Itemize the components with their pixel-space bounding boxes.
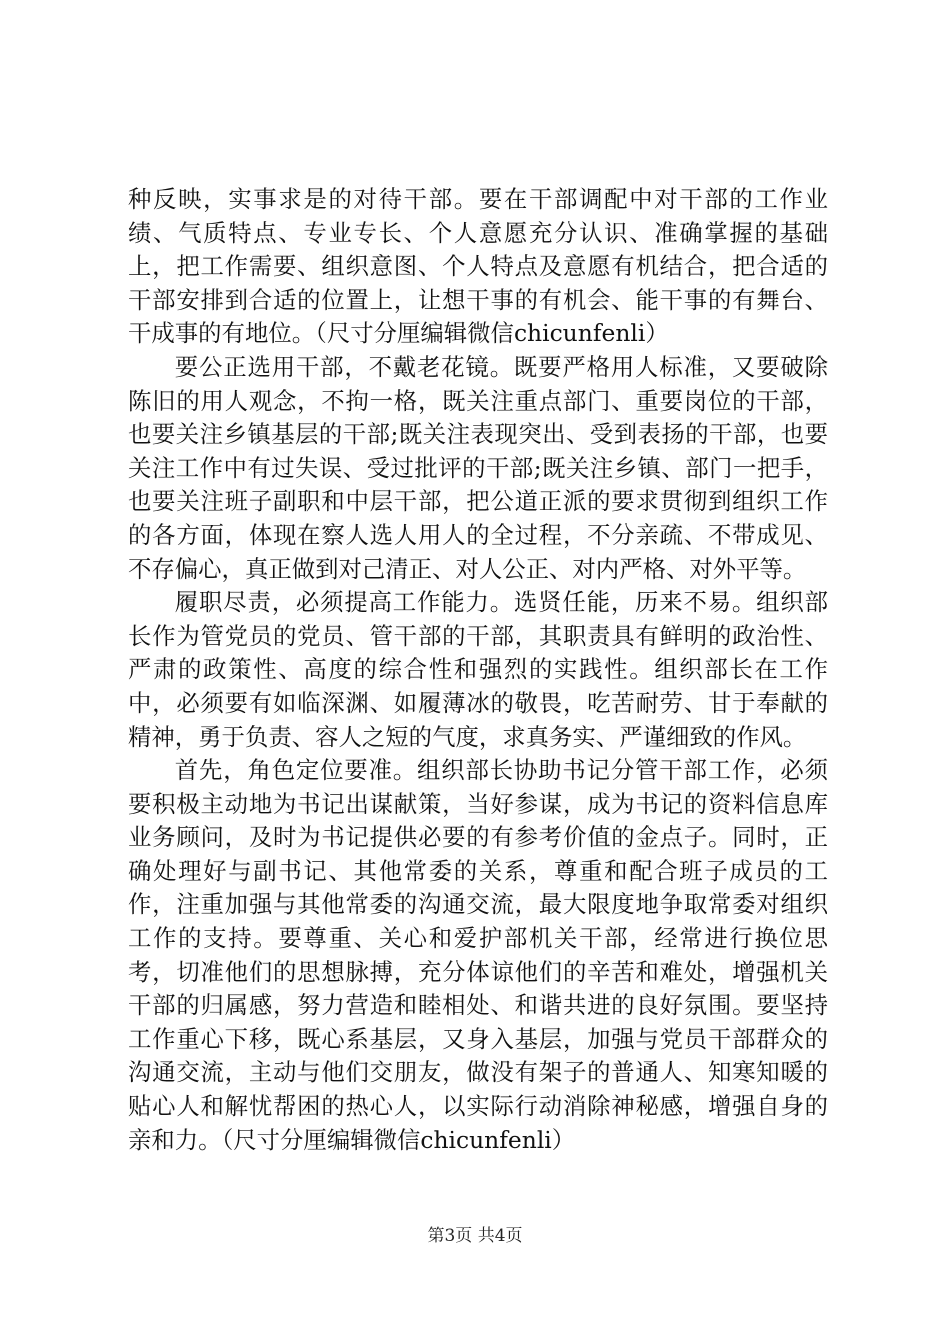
paragraph-role-positioning: 首先，角色定位要准。组织部长协助书记分管干部工作，必须要积极主动地为书记出谋献策，当好参谋，成为书记的资料信息库业务顾问，及时为书记提供必要的有参考价值的金点子。同时，正确处理好与副书记、其他常委的关系，尊重和配合班子成员的工作，注重加强与其他常委的沟通交流，最大限度地争取常委对组织工作的支持。要尊重、关心和爱护部机关干部，经常进行换位思考，切准他们的思想脉搏，充分体谅他们的辛苦和难处，增强机关干部的归属感，努力营造和睦相处、和谐共进的良好氛围。要坚持工作重心下移，既心系基层，又身入基层，加强与党员干部群众的沟通交流，主动与他们交朋友，做没有架子的普通人、知寒知暖的贴心人和解忧帮困的热心人，以实际行动消除神秘感，增强自身的亲和力。（尺寸分厘编辑微信chicunfenli） — [128, 756, 828, 1154]
paragraph-continuation: 种反映，实事求是的对待干部。要在干部调配中对干部的工作业绩、气质特点、专业专长、个人意愿充分认识、准确掌握的基础上，把工作需要、组织意图、个人特点及意愿有机结合，把合适的干部安排到合适的位置上，让想干事的有机会、能干事的有舞台、干成事的有地位。（尺寸分厘编辑微信chicunfenli） — [128, 185, 828, 348]
page-number-footer: 第3页 共4页 — [427, 1226, 523, 1246]
paragraph-duty-ability: 履职尽责，必须提高工作能力。选贤任能，历来不易。组织部长作为管党员的党员、管干部的干部，其职责具有鲜明的政治性、严肃的政策性、高度的综合性和强烈的实践性。组织部长在工作中，必须要有如临深渊、如履薄冰的敬畏，吃苦耐劳、甘于奉献的精神，勇于负责、容人之短的气度，求真务实、严谨细致的作风。 — [128, 588, 828, 751]
paragraph-fair-selection: 要公正选用干部，不戴老花镜。既要严格用人标准，又要破除陈旧的用人观念，不拘一格，既关注重点部门、重要岗位的干部，也要关注乡镇基层的干部;既关注表现突出、受到表扬的干部，也要关注工作中有过失误、受过批评的干部;既关注乡镇、部门一把手，也要关注班子副职和中层干部，把公道正派的要求贯彻到组织工作的各方面，体现在察人选人用人的全过程，不分亲疏、不带成见、不存偏心，真正做到对己清正、对人公正、对内严格、对外平等。 — [128, 352, 828, 583]
document-body — [128, 183, 828, 1157]
